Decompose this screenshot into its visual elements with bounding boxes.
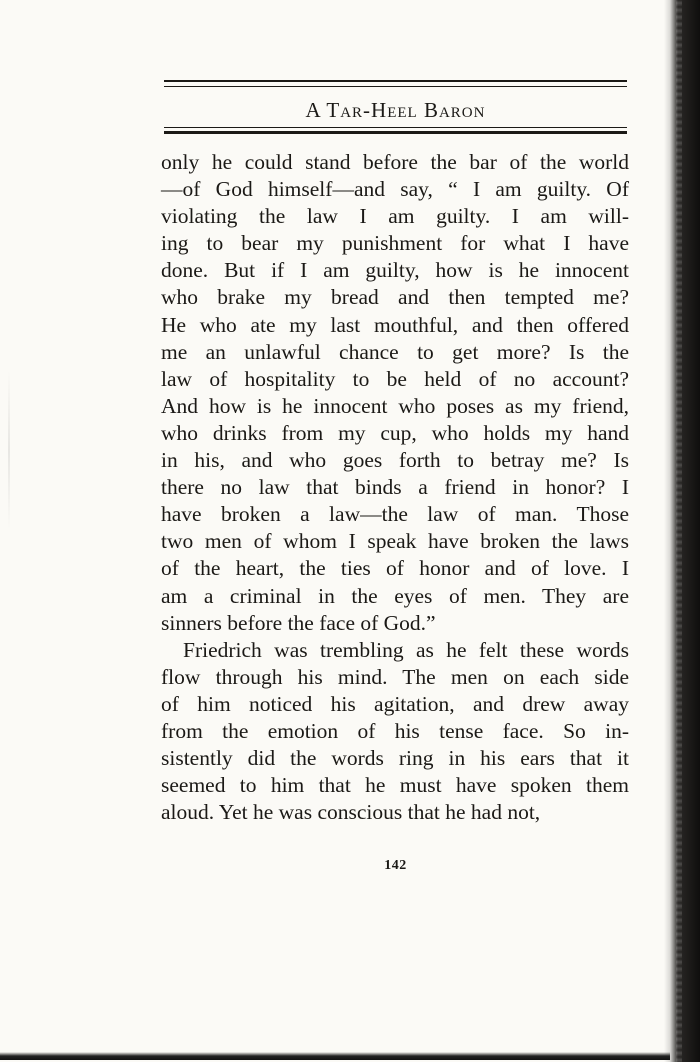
text-line: in his, and who goes forth to betray me? Is bbox=[161, 448, 629, 473]
text-line: who drinks from my cup, who holds my hand bbox=[161, 420, 629, 445]
text-line: violating the law I am guilty. I am will- bbox=[161, 204, 629, 229]
header-rule-bottom bbox=[164, 131, 627, 134]
text-line: Friedrich was trembling as he felt these words bbox=[183, 637, 629, 662]
body-text bbox=[161, 149, 629, 826]
header-rule-bottom-thin bbox=[164, 127, 627, 128]
text-line: of him noticed his agitation, and drew away bbox=[161, 691, 629, 716]
text-line: —of God himself—and say, “ I am guilty. Of bbox=[161, 177, 629, 202]
gutter-shadow bbox=[8, 370, 10, 530]
text-line: there no law that binds a friend in honor? I bbox=[161, 475, 629, 500]
text-line: flow through his mind. The men on each side bbox=[161, 664, 629, 689]
text-line: And how is he innocent who poses as my friend, bbox=[161, 393, 629, 418]
text-line: have broken a law—the law of man. Those bbox=[161, 502, 629, 527]
text-line: done. But if I am guilty, how is he innocent bbox=[161, 258, 629, 283]
header-rule-top-thin bbox=[164, 86, 627, 87]
text-line: sistently did the words ring in his ears that it bbox=[161, 746, 629, 771]
text-line: me an unlawful chance to get more? Is the bbox=[161, 339, 629, 364]
running-head-text: A Tar-Heel Baron bbox=[305, 98, 486, 122]
page-number: 142 bbox=[384, 858, 407, 873]
text-line: He who ate my last mouthful, and then offered bbox=[161, 312, 629, 337]
text-line: am a criminal in the eyes of men. They are bbox=[161, 583, 629, 608]
paragraph bbox=[161, 637, 629, 827]
text-line: ing to bear my punishment for what I have bbox=[161, 231, 629, 256]
text-line: seemed to him that he must have spoken them bbox=[161, 773, 629, 798]
page-bottom-shadow bbox=[0, 1052, 670, 1060]
header-rule-top bbox=[164, 80, 627, 82]
text-line: aloud. Yet he was conscious that he had not, bbox=[161, 800, 541, 825]
page-edge-shadow bbox=[664, 0, 700, 1062]
text-line: only he could stand before the bar of the world bbox=[161, 150, 629, 174]
text-line: law of hospitality to be held of no account? bbox=[161, 366, 629, 391]
paragraph bbox=[161, 149, 629, 637]
text-line: of the heart, the ties of honor and of love. I bbox=[161, 556, 629, 581]
text-line: from the emotion of his tense face. So in- bbox=[161, 718, 629, 743]
text-line: two men of whom I speak have broken the laws bbox=[161, 529, 629, 554]
running-head bbox=[164, 96, 627, 124]
text-line: who brake my bread and then tempted me? bbox=[161, 285, 629, 310]
text-line: sinners before the face of God.” bbox=[161, 610, 436, 635]
